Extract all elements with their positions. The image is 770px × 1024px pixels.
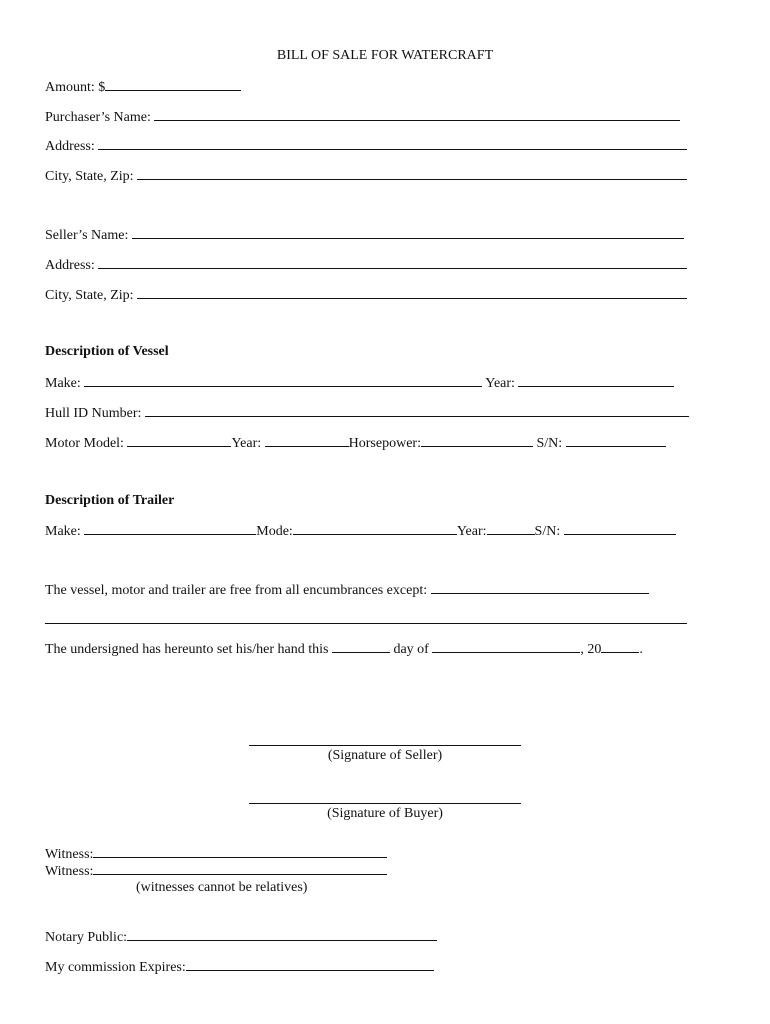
seller-signature-line[interactable] xyxy=(249,733,521,746)
amount-label: Amount: $ xyxy=(45,80,106,95)
purchaser-address-field[interactable] xyxy=(98,137,687,150)
motor-row xyxy=(45,434,666,452)
encumbrance-continuation-field[interactable] xyxy=(45,611,687,624)
hand-row xyxy=(45,640,643,658)
motor-sn-field[interactable] xyxy=(566,434,666,447)
seller-address-field[interactable] xyxy=(98,256,687,269)
witness-field-2[interactable] xyxy=(93,862,387,875)
motor-year-label: Year: xyxy=(231,436,262,451)
hull-id-field[interactable] xyxy=(145,404,689,417)
seller-city-label: City, State, Zip: xyxy=(45,288,134,303)
encumbrance-text: The vessel, motor and trailer are free from all encumbrances except: xyxy=(45,583,428,598)
trailer-row xyxy=(45,522,676,540)
motor-model-field[interactable] xyxy=(127,434,231,447)
encumbrance-continuation-row xyxy=(45,611,687,629)
trailer-year-field[interactable] xyxy=(487,522,535,535)
vessel-make-row xyxy=(45,374,674,392)
witness-note: (witnesses cannot be relatives) xyxy=(136,880,308,895)
purchaser-address-label: Address: xyxy=(45,139,95,154)
commission-field[interactable] xyxy=(186,958,434,971)
motor-year-field[interactable] xyxy=(265,434,349,447)
trailer-make-label: Make: xyxy=(45,524,81,539)
vessel-year-label: Year: xyxy=(485,376,515,391)
document-title: BILL OF SALE FOR WATERCRAFT xyxy=(276,48,494,63)
purchaser-name-field[interactable] xyxy=(154,108,680,121)
trailer-sn-field[interactable] xyxy=(564,522,676,535)
year-suffix-field[interactable] xyxy=(601,640,639,653)
trailer-model-label: Mode: xyxy=(256,524,293,539)
horsepower-field[interactable] xyxy=(421,434,533,447)
notary-field[interactable] xyxy=(127,928,437,941)
seller-city-field[interactable] xyxy=(137,286,687,299)
motor-model-label: Motor Model: xyxy=(45,436,124,451)
purchaser-city-label: City, State, Zip: xyxy=(45,169,134,184)
amount-row xyxy=(45,78,241,96)
witness-row-2 xyxy=(45,862,387,880)
purchaser-city-field[interactable] xyxy=(137,167,687,180)
vessel-make-field[interactable] xyxy=(84,374,482,387)
day-of-text: day of xyxy=(393,642,429,657)
buyer-signature-line[interactable] xyxy=(249,791,521,804)
hand-text: The undersigned has hereunto set his/her hand this xyxy=(45,642,329,657)
motor-sn-label: S/N: xyxy=(536,436,563,451)
encumbrance-field[interactable] xyxy=(431,581,649,594)
vessel-heading: Description of Vessel xyxy=(45,344,169,359)
trailer-year-label: Year: xyxy=(456,524,487,539)
purchaser-city-row xyxy=(45,167,687,185)
buyer-signature-caption: (Signature of Buyer) xyxy=(327,806,443,821)
period-text: . xyxy=(639,642,643,657)
witness-label-1: Witness: xyxy=(45,847,94,862)
hull-id-row xyxy=(45,404,689,422)
seller-address-row xyxy=(45,256,687,274)
witness-label-2: Witness: xyxy=(45,864,94,879)
seller-signature-caption: (Signature of Seller) xyxy=(327,748,443,763)
purchaser-address-row xyxy=(45,137,687,155)
hull-id-label: Hull ID Number: xyxy=(45,406,142,421)
month-field[interactable] xyxy=(432,640,580,653)
trailer-heading: Description of Trailer xyxy=(45,493,175,508)
seller-address-label: Address: xyxy=(45,258,95,273)
trailer-model-field[interactable] xyxy=(293,522,457,535)
trailer-make-field[interactable] xyxy=(84,522,256,535)
seller-name-field[interactable] xyxy=(132,226,684,239)
horsepower-label: Horsepower: xyxy=(348,436,421,451)
commission-label: My commission Expires: xyxy=(45,960,186,975)
day-field[interactable] xyxy=(332,640,390,653)
commission-row xyxy=(45,958,434,976)
purchaser-name-label: Purchaser’s Name: xyxy=(45,110,151,125)
witness-row-1 xyxy=(45,845,387,863)
seller-name-label: Seller’s Name: xyxy=(45,228,129,243)
year-prefix-text: , 20 xyxy=(580,642,602,657)
vessel-year-field[interactable] xyxy=(518,374,674,387)
amount-field[interactable] xyxy=(105,78,241,91)
vessel-make-label: Make: xyxy=(45,376,81,391)
notary-label: Notary Public: xyxy=(45,930,128,945)
notary-row xyxy=(45,928,437,946)
purchaser-name-row xyxy=(45,108,680,126)
seller-name-row xyxy=(45,226,684,244)
witness-field-1[interactable] xyxy=(93,845,387,858)
encumbrance-row xyxy=(45,581,649,599)
trailer-sn-label: S/N: xyxy=(534,524,561,539)
seller-city-row xyxy=(45,286,687,304)
